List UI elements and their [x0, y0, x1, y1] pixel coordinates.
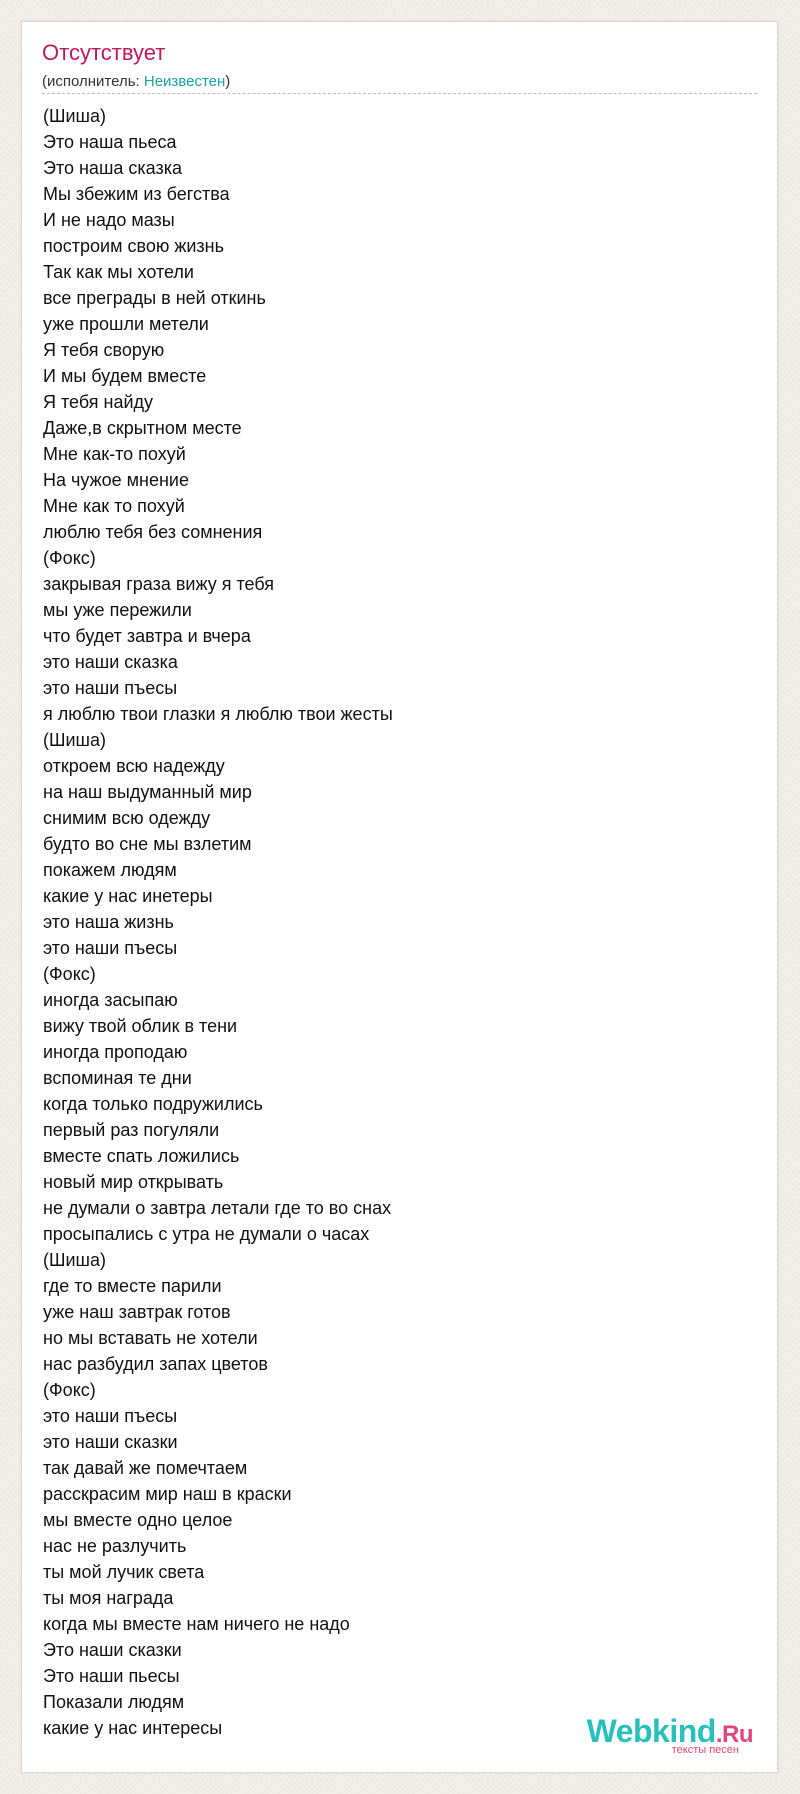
lyric-line: какие у нас инетеры: [43, 886, 213, 906]
lyric-line: вижу твой облик в тени: [43, 1016, 238, 1036]
logo-tld: .Ru: [715, 1721, 753, 1748]
lyric-line: это наши пъесы: [43, 1406, 178, 1426]
lyric-line: это наши сказка: [43, 652, 178, 672]
lyric-line: это наша жизнь: [43, 912, 174, 932]
lyric-line: покажем людям: [43, 860, 177, 880]
lyric-line: уже прошли метели: [43, 314, 209, 334]
lyric-line: иногда засыпаю: [43, 990, 178, 1010]
lyric-line: закрывая граза вижу я тебя: [43, 574, 274, 594]
lyrics-card: [21, 21, 778, 1773]
lyric-line: уже наш завтрак готов: [43, 1302, 231, 1322]
lyric-line: Мне как то похуй: [43, 496, 185, 516]
lyric-line: мы уже пережили: [43, 600, 192, 620]
site-logo[interactable]: [587, 1715, 753, 1756]
logo-wordmark: [587, 1715, 753, 1747]
lyric-line: И мы будем вместе: [43, 366, 207, 386]
lyric-line: Даже,в скрытном месте: [43, 418, 242, 438]
performer-prefix: (исполнитель:: [42, 73, 144, 90]
lyric-line: что будет завтра и вчера: [43, 626, 251, 646]
artist-link[interactable]: Неизвестен: [143, 73, 226, 90]
lyric-line: Я тебя найду: [43, 392, 154, 412]
song-title: Отсутствует: [42, 40, 166, 65]
lyric-line: Это наши пьесы: [43, 1666, 180, 1686]
lyric-line: ты мой лучик света: [43, 1562, 205, 1582]
lyric-line: я люблю твои глазки я люблю твои жесты: [43, 704, 393, 724]
lyric-line: это наши пъесы: [43, 678, 178, 698]
lyric-line: это наши сказки: [43, 1432, 178, 1452]
performer-suffix: ): [225, 73, 231, 90]
lyric-line: не думали о завтра летали где то во снах: [43, 1198, 392, 1218]
lyric-line: нас разбудил запах цветов: [43, 1354, 268, 1374]
lyric-line: иногда проподаю: [43, 1042, 188, 1062]
lyric-line: снимим всю одежду: [43, 808, 211, 828]
lyric-line: когда мы вместе нам ничего не надо: [43, 1614, 350, 1634]
lyric-line: На чужое мнение: [43, 470, 189, 490]
lyric-line: ты моя награда: [43, 1588, 174, 1608]
lyric-line: люблю тебя без сомнения: [43, 522, 263, 542]
lyric-line: будто во сне мы взлетим: [43, 834, 252, 854]
lyric-line: Показали людям: [43, 1692, 185, 1712]
lyric-line: Так как мы хотели: [43, 262, 194, 282]
lyric-line: построим свою жизнь: [43, 236, 224, 256]
lyric-line: (Фокс): [43, 964, 96, 984]
lyrics-text: [43, 103, 393, 1741]
lyric-line: (Шиша): [43, 106, 106, 126]
lyric-line: (Шиша): [43, 1250, 106, 1270]
lyric-line: мы вместе одно целое: [43, 1510, 233, 1530]
lyric-line: расскрасим мир наш в краски: [43, 1484, 292, 1504]
lyric-line: какие у нас интересы: [43, 1718, 223, 1738]
lyric-line: Мы збежим из бегства: [43, 184, 230, 204]
lyric-line: Я тебя сворую: [43, 340, 165, 360]
lyric-line: новый мир открывать: [43, 1172, 224, 1192]
performer-line: [42, 74, 230, 89]
lyric-line: просыпались с утра не думали о часах: [43, 1224, 370, 1244]
lyric-line: все преграды в ней откинь: [43, 288, 266, 308]
lyric-line: на наш выдуманный мир: [43, 782, 252, 802]
logo-main-text: Webkind: [586, 1713, 716, 1749]
lyric-line: это наши пъесы: [43, 938, 178, 958]
lyric-line: Это наши сказки: [43, 1640, 182, 1660]
lyric-line: (Фокс): [43, 1380, 96, 1400]
lyric-line: но мы вставать не хотели: [43, 1328, 258, 1348]
lyric-line: Мне как-то похуй: [43, 444, 186, 464]
lyric-line: (Фокс): [43, 548, 96, 568]
lyric-line: где то вместе парили: [43, 1276, 222, 1296]
lyric-line: первый раз погуляли: [43, 1120, 220, 1140]
header-divider: [42, 93, 757, 94]
lyric-line: Это наша пьеса: [43, 132, 177, 152]
lyric-line: (Шиша): [43, 730, 106, 750]
lyric-line: вместе спать ложились: [43, 1146, 240, 1166]
lyric-line: И не надо мазы: [43, 210, 175, 230]
lyric-line: Это наша сказка: [43, 158, 183, 178]
lyric-line: вспоминая те дни: [43, 1068, 192, 1088]
lyric-line: когда только подружились: [43, 1094, 263, 1114]
lyric-line: откроем всю надежду: [43, 756, 225, 776]
logo-tagline: тексты песен: [671, 1744, 739, 1756]
lyric-line: нас не разлучить: [43, 1536, 187, 1556]
lyric-line: так давай же помечтаем: [43, 1458, 248, 1478]
